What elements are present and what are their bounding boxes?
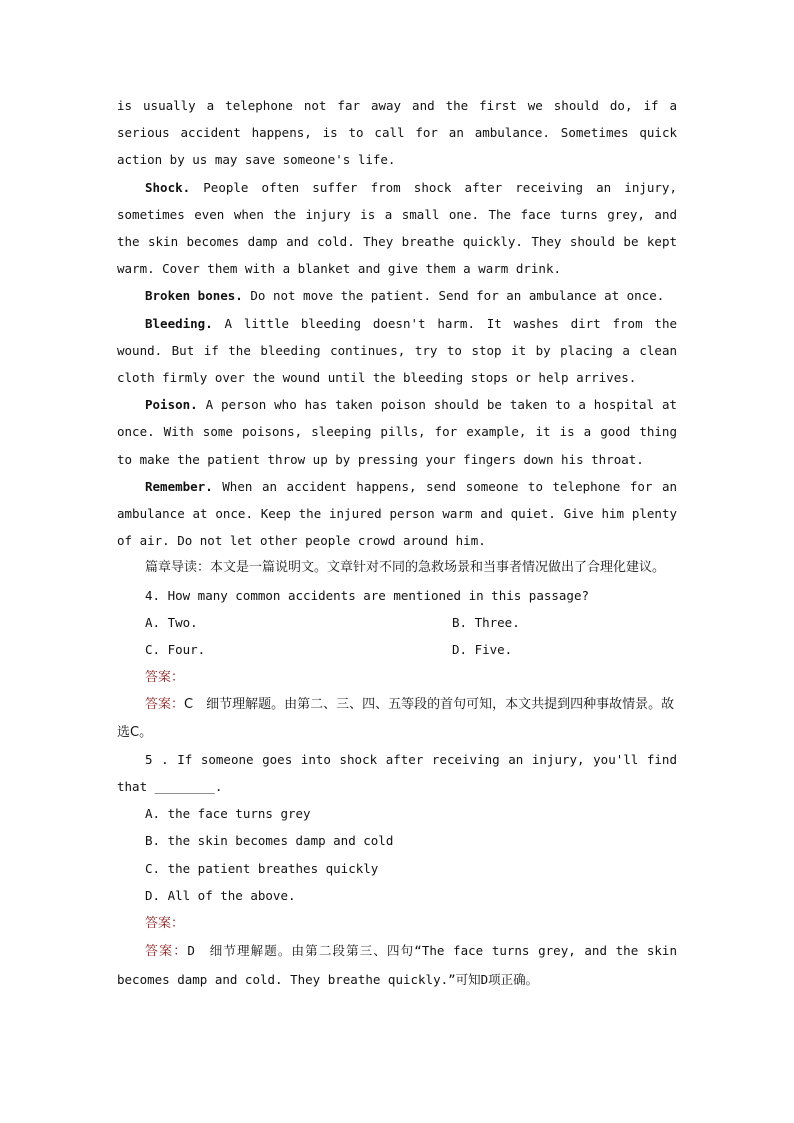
passage-guide: 篇章导读：本文是一篇说明文。文章针对不同的急救场景和当事者情况做出了合理化建议。 [145, 560, 666, 576]
broken-bones-paragraph [117, 282, 677, 309]
paragraph-heading: Shock. [145, 179, 191, 195]
option-b: B. the skin becomes damp and cold [145, 833, 394, 849]
paragraph-text: When an accident happens, send someone to telephone for an ambulance at once. Keep the injured person warm and quiet. Give him plenty of air. Do not let other people crowd around him. [117, 478, 677, 549]
shock-paragraph [117, 174, 677, 283]
question-4-options-row-1 [117, 609, 677, 636]
paragraph-heading: Bleeding. [145, 315, 213, 331]
question-5-answer-label: 答案： [145, 916, 185, 932]
poison-paragraph [117, 391, 677, 473]
option-d: D. Five. [452, 642, 513, 658]
bleeding-paragraph [117, 310, 677, 392]
question-5-answer: 答案：D 细节理解题。由第二段第三、四句“The face turns grey, and the skin becomes damp and cold. They breathe quickly.”可知D项正确。 [117, 943, 677, 987]
question-4-answer-label: 答案： [145, 670, 185, 686]
option-a: A. the face turns grey [145, 806, 311, 822]
paragraph-text: A little bleeding doesn't harm. It washes dirt from the wound. But if the bleeding continues, try to stop it by placing a clean cloth firmly over the wound until the bleeding stops or help arrives. [117, 315, 677, 386]
paragraph-text: Do not move the patient. Send for an ambulance at once. [242, 288, 665, 304]
remember-paragraph [117, 473, 677, 555]
question-5-stem: 5 . If someone goes into shock after receiving an injury, you'll find that ________. [117, 751, 677, 795]
paragraph-heading: Poison. [145, 397, 198, 413]
question-4-answer: 答案：C 细节理解题。由第二、三、四、五等段的首句可知，本文共提到四种事故情景。故选C。 [117, 697, 675, 740]
option-b: B. Three. [452, 614, 520, 630]
paragraph-text: People often suffer from shock after receiving an injury, sometimes even when the injury is a small one. The face turns grey, and the skin becomes damp and cold. They breathe quickly. They should be kept warm. Cover them with a blanket and give them a warm drink. [117, 179, 677, 277]
option-c: C. the patient breathes quickly [145, 860, 379, 876]
question-4-stem: 4. How many common accidents are mentioned in this passage? [145, 587, 590, 603]
paragraph-heading: Broken bones. [145, 288, 243, 304]
intro-paragraph: is usually a telephone not far away and the first we should do, if a serious accident happens, is to call for an ambulance. Sometimes quick action by us may save someone's life. [117, 98, 677, 168]
option-c: C. Four. [145, 642, 206, 658]
option-a: A. Two. [145, 614, 198, 630]
paragraph-text: A person who has taken poison should be taken to a hospital at once. With some poisons, sleeping pills, for example, it is a good thing to make the patient throw up by pressing your fingers down his throat. [117, 397, 677, 467]
question-4-options-row-2 [117, 636, 677, 663]
document-body [117, 92, 677, 993]
option-d: D. All of the above. [145, 887, 296, 903]
paragraph-heading: Remember. [145, 478, 213, 494]
